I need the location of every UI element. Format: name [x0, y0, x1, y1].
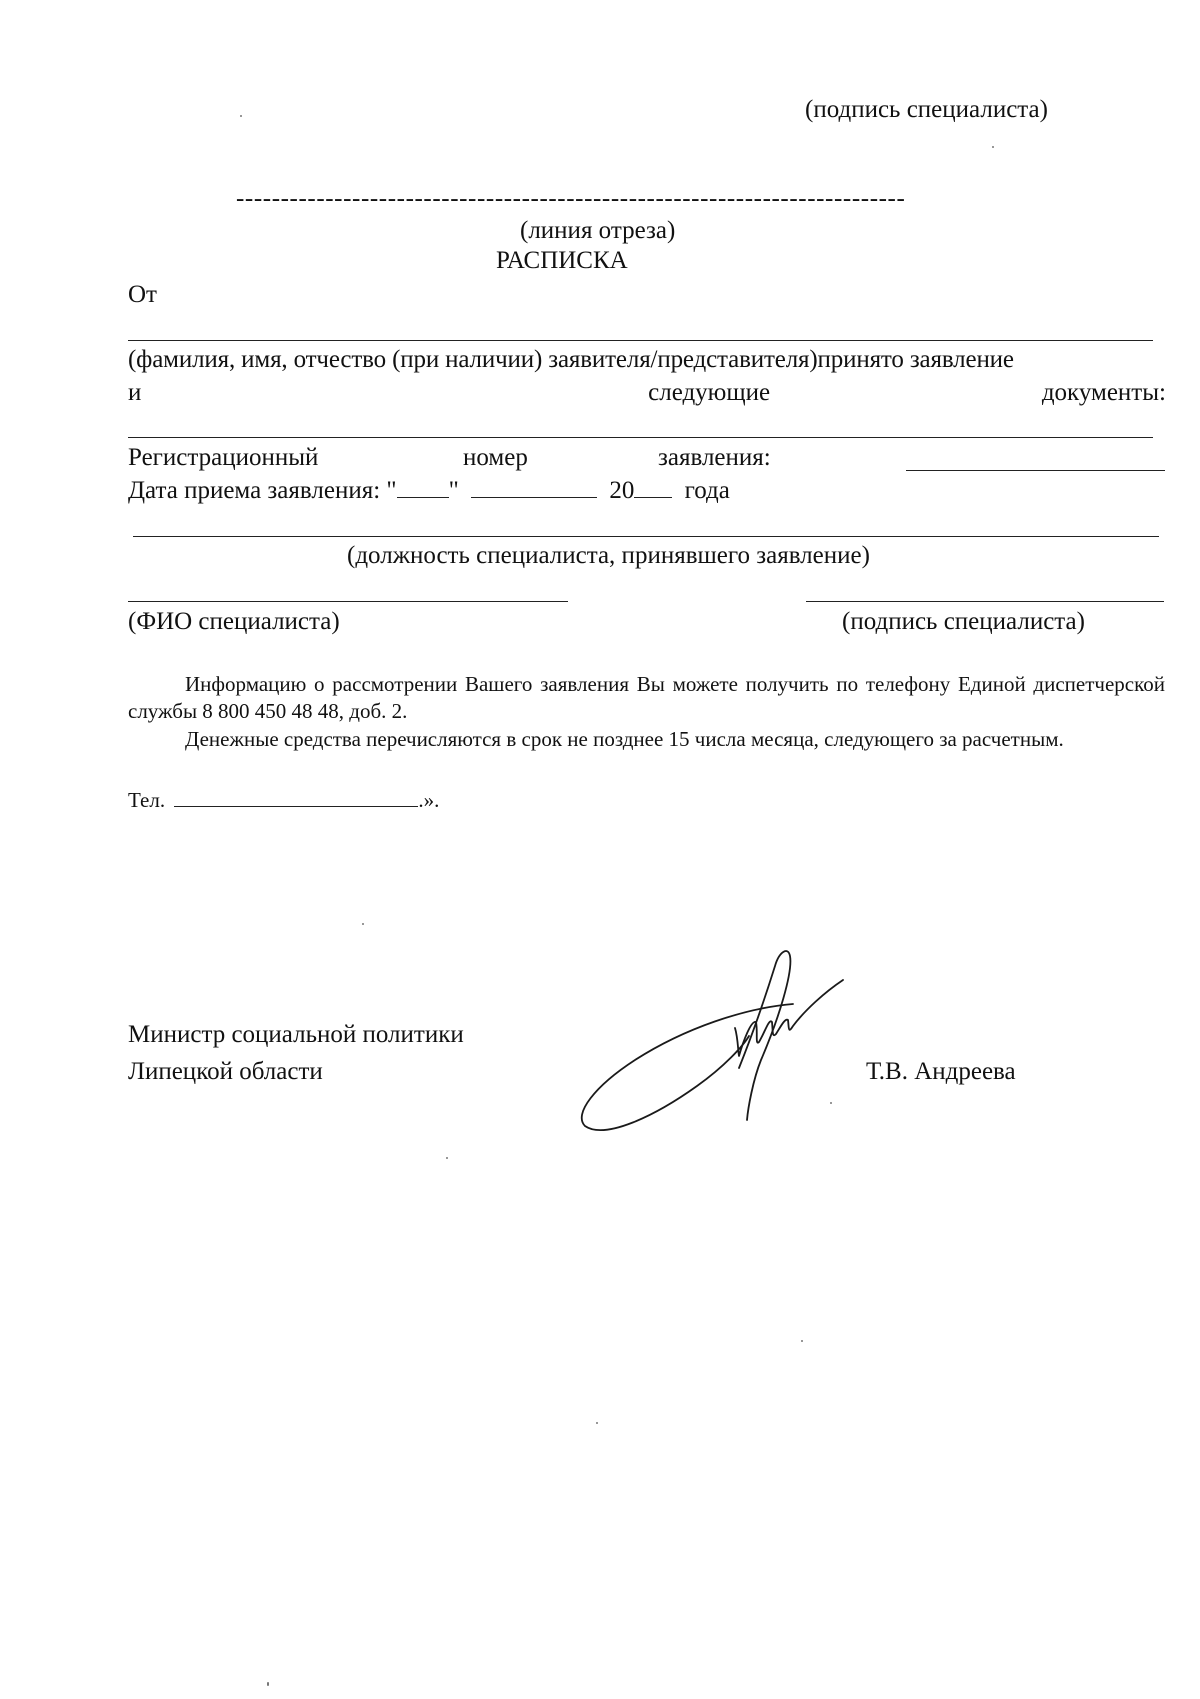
phone-label: Тел.: [128, 788, 166, 812]
scan-speck: [596, 1422, 598, 1424]
registration-label-3: заявления:: [658, 444, 771, 471]
applicant-caption: (фамилия, имя, отчество (при наличии) заявителя/представителя)принято заявление: [128, 346, 1014, 373]
fio-caption: (ФИО специалиста): [128, 608, 340, 635]
date-suffix: года: [684, 477, 730, 504]
position-line: [133, 536, 1159, 537]
cut-line: ---------------------------------------------------------------------------: [236, 185, 906, 212]
documents-line: [128, 378, 1166, 408]
signature-line: [806, 601, 1164, 602]
applicant-name-line: [128, 340, 1153, 341]
scan-speck: [992, 146, 994, 148]
cut-line-caption: (линия отреза): [520, 217, 676, 244]
signatory-position-line1: Министр социальной политики: [128, 1021, 464, 1048]
signatory-position-line2: Липецкой области: [128, 1058, 323, 1085]
date-year-field: [634, 477, 672, 498]
date-month-field: [471, 477, 597, 498]
docs-word-and: и: [128, 379, 142, 406]
handwritten-signature: [575, 948, 875, 1148]
docs-word-documents: документы:: [1041, 379, 1166, 406]
scan-speck: [362, 923, 364, 925]
date-year-prefix: 20: [609, 477, 635, 504]
payment-paragraph: Денежные средства перечисляются в срок не позднее 15 числа месяца, следующего за расчетным.: [185, 727, 1064, 751]
position-caption: (должность специалиста, принявшего заявление): [347, 542, 870, 569]
phone-line: [128, 786, 439, 814]
signature-caption: (подпись специалиста): [842, 608, 1085, 635]
scan-speck: [830, 1102, 832, 1104]
docs-word-following: следующие: [648, 379, 771, 406]
scan-speck: [446, 1157, 448, 1159]
scan-speck: [801, 1340, 803, 1342]
scan-speck: [240, 115, 242, 117]
registration-label-1: Регистрационный: [128, 444, 319, 471]
date-quote-close: ": [448, 477, 459, 504]
top-signature-caption: (подпись специалиста): [805, 96, 1048, 123]
date-prefix: Дата приема заявления: ": [128, 477, 397, 504]
registration-number-field: [906, 470, 1165, 471]
registration-label-2: номер: [463, 444, 528, 471]
document-title: РАСПИСКА: [496, 247, 628, 274]
fio-line: [128, 601, 568, 602]
scan-speck: [267, 1682, 269, 1686]
phone-field: [174, 786, 418, 807]
date-day-field: [397, 477, 449, 498]
signatory-name: Т.В. Андреева: [866, 1058, 1016, 1085]
phone-end: .».: [418, 788, 440, 812]
from-label: От: [128, 281, 157, 308]
documents-line-rule: [128, 437, 1153, 438]
date-line: [128, 476, 730, 506]
info-paragraph: Информацию о рассмотрении Вашего заявления Вы можете получить по телефону Единой диспетчерской службы 8 800 450 48 48, доб. 2.: [128, 672, 1165, 723]
